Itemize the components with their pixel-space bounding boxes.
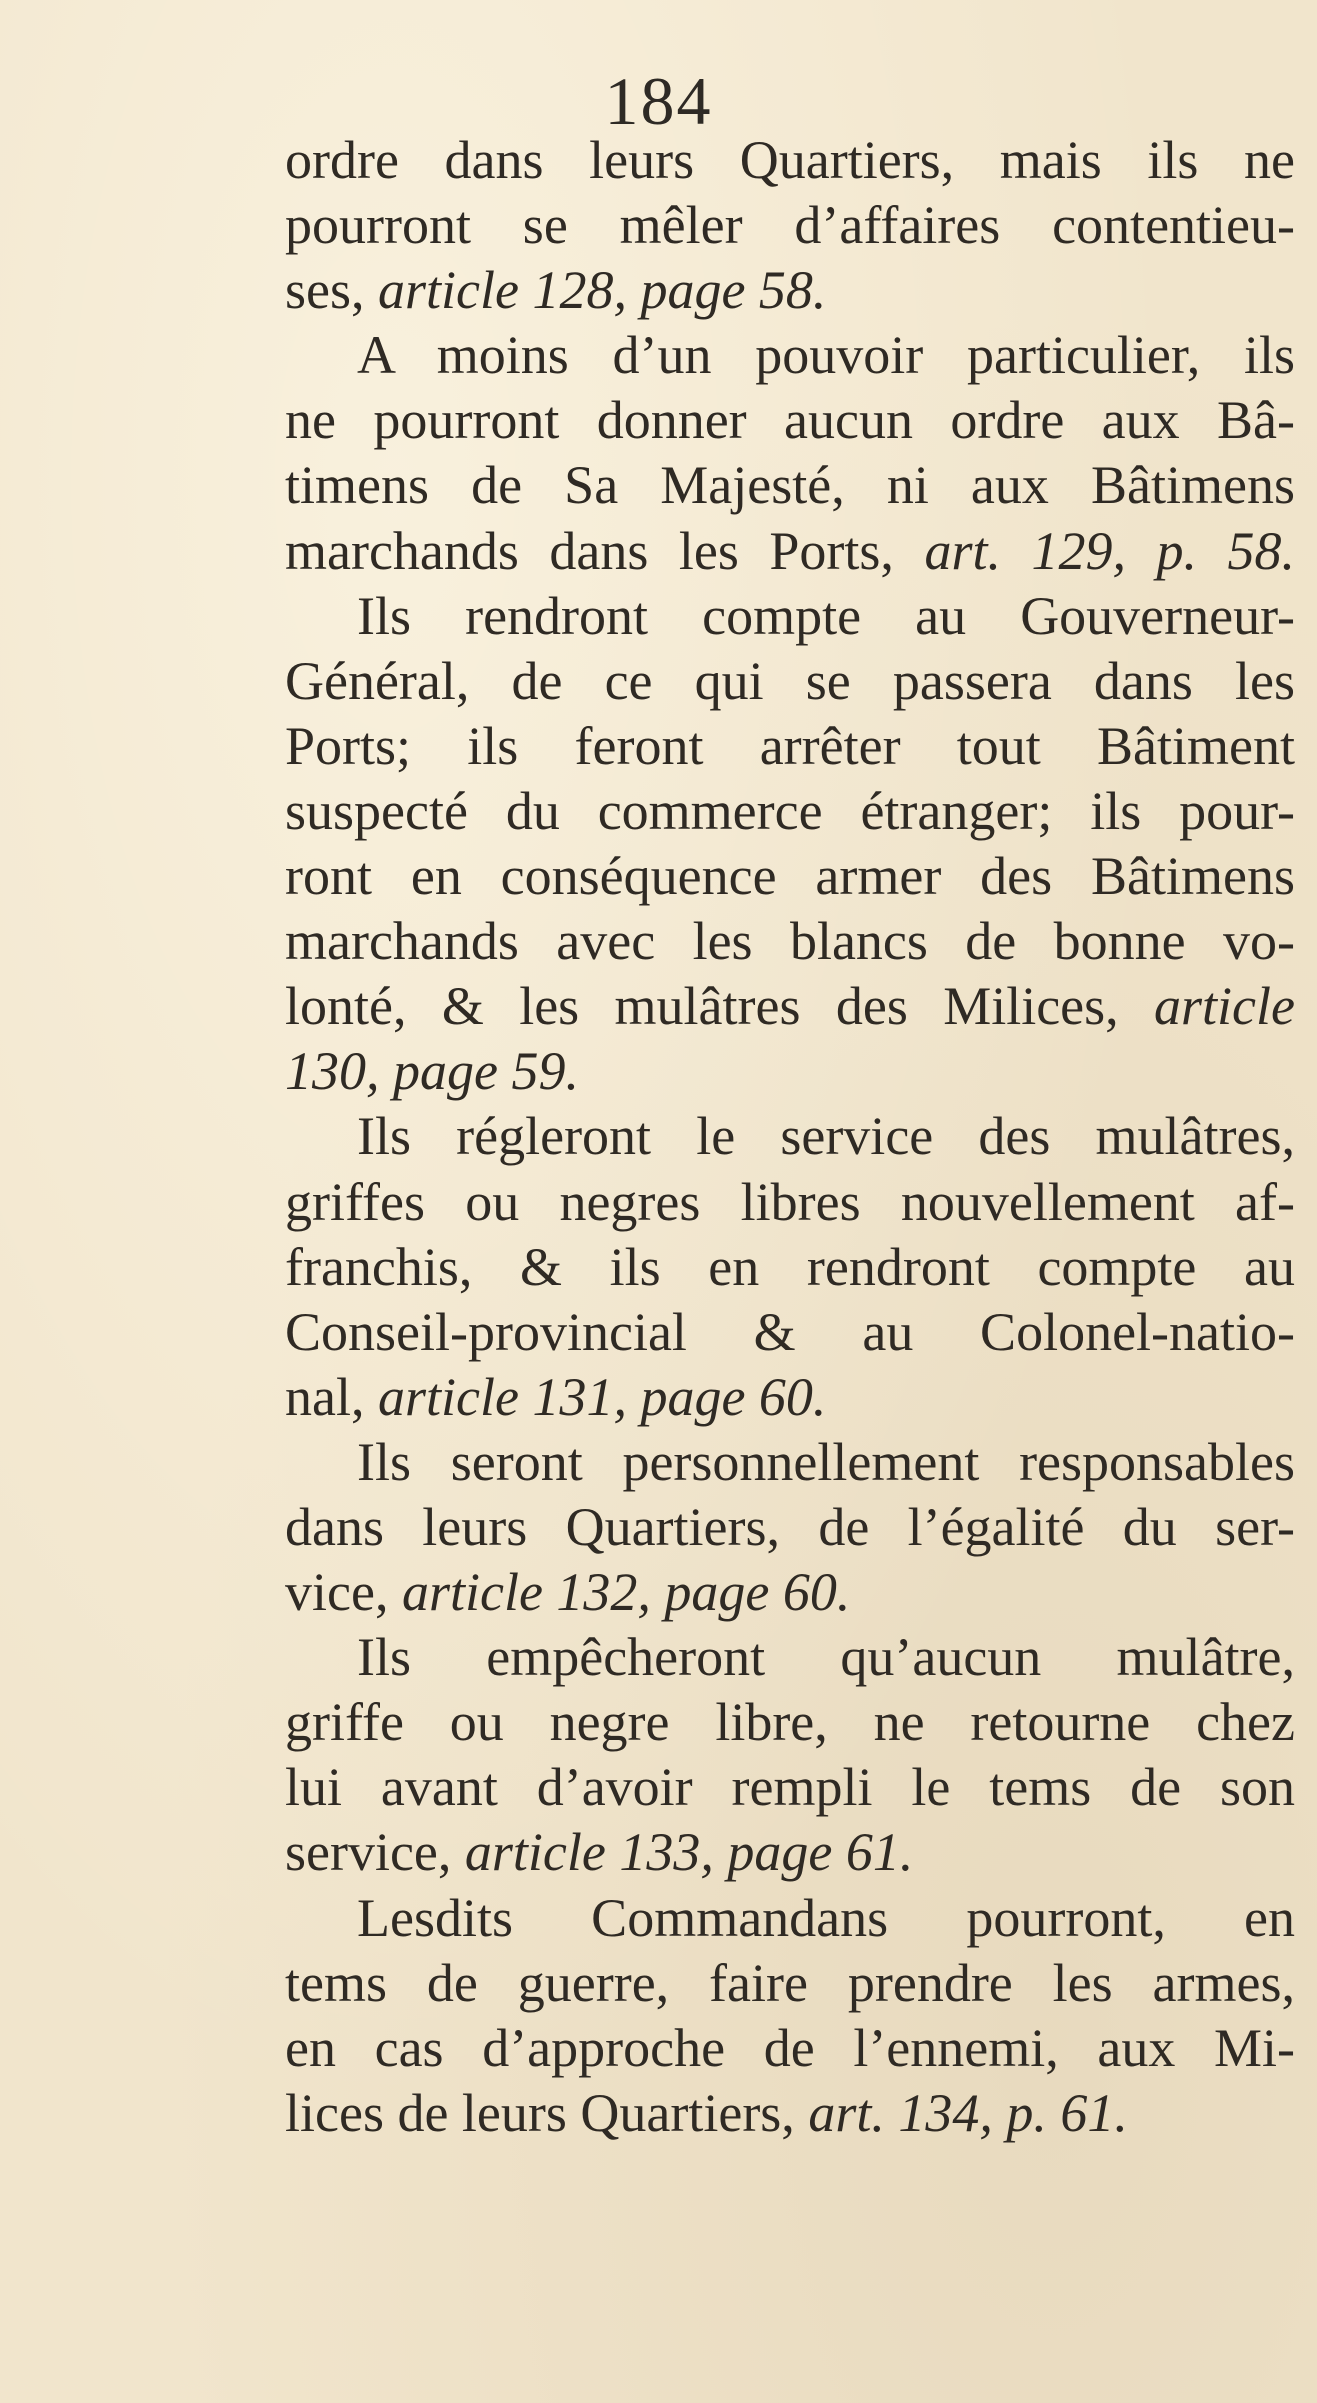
text-line: Ils empêcheront qu’aucun mulâtre, <box>357 1627 1295 1688</box>
text-line: lonté, & les mulâtres des Milices, article <box>285 976 1295 1037</box>
text-line: suspecté du commerce étranger; ils pour- <box>285 780 1295 841</box>
text-line: Général, de ce qui se passera dans les <box>285 650 1295 711</box>
text-line: marchands dans les Ports, art. 129, p. 58. <box>285 520 1295 581</box>
text-line: griffe ou negre libre, ne retourne chez <box>285 1692 1295 1753</box>
article-reference: article 128, page 58. <box>378 260 827 321</box>
text-line: ne pourront donner aucun ordre aux Bâ- <box>285 390 1295 451</box>
text-line: ordre dans leurs Quartiers, mais ils ne <box>285 130 1295 190</box>
text-line: A moins d’un pouvoir particulier, ils <box>357 325 1295 386</box>
text-line: pourront se mêler d’affaires contentieu- <box>285 195 1295 256</box>
text-line: vice, article 132, page 60. <box>285 1562 851 1623</box>
text-line: lices de leurs Quartiers, art. 134, p. 61. <box>285 2082 1128 2143</box>
text-line <box>285 1039 1295 1104</box>
text-line: dans leurs Quartiers, de l’égalité du ser- <box>285 1496 1295 1557</box>
text-line: timens de Sa Majesté, ni aux Bâtimens <box>285 455 1295 516</box>
text-line: griffes ou negres libres nouvellement af- <box>285 1171 1295 1232</box>
text-line: ses, article 128, page 58. <box>285 260 827 321</box>
text-line: ront en conséquence armer des Bâtimens <box>285 846 1295 907</box>
text-line: service, article 133, page 61. <box>285 1822 914 1883</box>
text-line: Ils régleront le service des mulâtres, <box>357 1106 1295 1167</box>
article-reference: article <box>1154 976 1295 1037</box>
article-reference: art. 129, p. 58. <box>924 520 1295 581</box>
article-reference: article 133, page 61. <box>464 1822 914 1883</box>
article-reference: 130, page 59. <box>285 1041 579 1102</box>
page-number: 184 <box>604 63 713 139</box>
text-line: tems de guerre, faire prendre les armes, <box>285 1952 1295 2013</box>
text-line: nal, article 131, page 60. <box>285 1366 827 1427</box>
body-text <box>285 128 1295 2146</box>
text-line: Ils rendront compte au Gouverneur- <box>357 585 1295 646</box>
text-line: lui avant d’avoir rempli le tems de son <box>285 1757 1295 1818</box>
text-line: franchis, & ils en rendront compte au <box>285 1236 1295 1297</box>
article-reference: article 131, page 60. <box>377 1366 827 1427</box>
text-line: marchands avec les blancs de bonne vo- <box>285 911 1295 972</box>
text-line: Ports; ils feront arrêter tout Bâtiment <box>285 715 1295 776</box>
text-line: Lesdits Commandans pourront, en <box>357 1887 1295 1948</box>
text-line: en cas d’approche de l’ennemi, aux Mi- <box>285 2017 1295 2078</box>
text-line: Conseil-provincial & au Colonel-natio- <box>285 1301 1295 1362</box>
article-reference: article 132, page 60. <box>401 1562 851 1623</box>
text-line: Ils seront personnellement responsables <box>357 1431 1295 1492</box>
article-reference: art. 134, p. 61. <box>808 2082 1128 2143</box>
